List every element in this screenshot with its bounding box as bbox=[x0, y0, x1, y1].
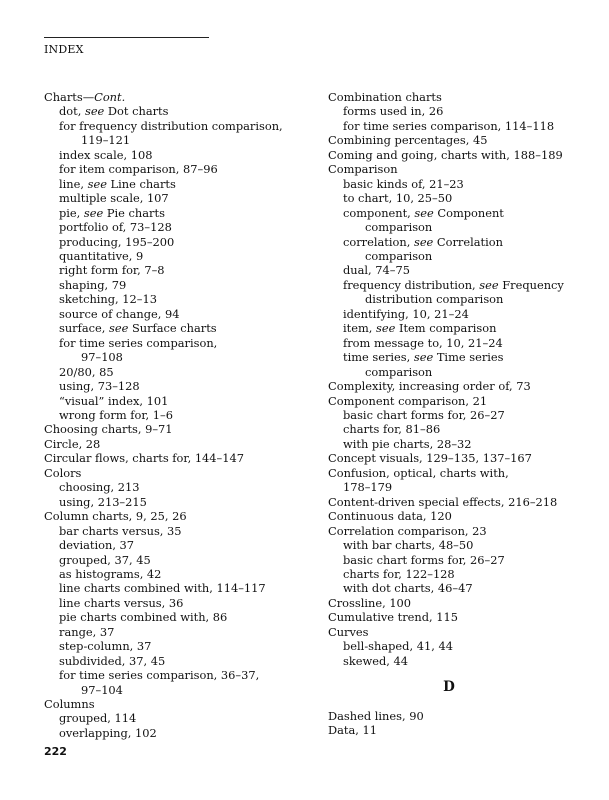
entry-text: portfolio of, 73–128 bbox=[59, 220, 172, 235]
entry-italic: see bbox=[83, 205, 104, 220]
index-subentry bbox=[328, 307, 588, 321]
entry-text: Circular flows, charts for, 144–147 bbox=[44, 451, 244, 466]
entry-text: Correlation comparison, 23 bbox=[328, 523, 487, 538]
index-entry bbox=[328, 625, 588, 639]
entry-text: with dot charts, 46–47 bbox=[343, 581, 473, 596]
entry-text: identifying, 10, 21–24 bbox=[343, 306, 469, 321]
entry-text: Circle, 28 bbox=[44, 436, 101, 451]
index-subentry bbox=[44, 104, 304, 118]
entry-text: Dashed lines, 90 bbox=[328, 708, 424, 723]
entry-text: Charts— bbox=[44, 90, 95, 104]
entry-text: Component comparison, 21 bbox=[328, 393, 488, 408]
entry-text: basic chart forms for, 26–27 bbox=[343, 407, 505, 422]
index-subentry bbox=[328, 220, 588, 234]
entry-reference: Line charts bbox=[106, 176, 176, 191]
entry-text: Colors bbox=[44, 465, 82, 480]
index-entry bbox=[328, 90, 588, 104]
entry-reference: Pie charts bbox=[103, 205, 165, 220]
index-subentry bbox=[44, 148, 304, 162]
index-subentry bbox=[44, 321, 304, 335]
entry-text: basic kinds of, 21–23 bbox=[343, 176, 464, 191]
entry-text: correlation, bbox=[343, 234, 414, 249]
entry-text: step-column, 37 bbox=[59, 639, 152, 654]
index-entry bbox=[44, 90, 304, 104]
index-entry bbox=[44, 466, 304, 480]
index-entry bbox=[328, 162, 588, 176]
entry-italic: see bbox=[479, 277, 499, 292]
entry-text: surface, bbox=[59, 321, 109, 336]
index-subentry bbox=[44, 625, 304, 639]
entry-italic: Cont. bbox=[94, 90, 126, 104]
index-subentry bbox=[44, 365, 304, 379]
index-subentry bbox=[44, 263, 304, 277]
index-subentry bbox=[44, 191, 304, 205]
index-subentry bbox=[328, 437, 588, 451]
index-subentry bbox=[328, 249, 588, 263]
entry-italic: see bbox=[109, 321, 129, 336]
entry-text: index scale, 108 bbox=[59, 147, 153, 162]
entry-text: grouped, 37, 45 bbox=[59, 552, 151, 567]
index-subentry bbox=[328, 263, 588, 277]
entry-text: Curves bbox=[328, 624, 369, 639]
entry-text: pie, bbox=[59, 205, 84, 220]
entry-text: 97–104 bbox=[81, 682, 123, 697]
entry-text: Coming and going, charts with, 188–189 bbox=[328, 147, 563, 162]
entry-reference: Component bbox=[433, 205, 504, 220]
entry-text: “visual” index, 101 bbox=[59, 393, 169, 408]
index-subentry bbox=[44, 711, 304, 725]
entry-text: source of change, 94 bbox=[59, 306, 180, 321]
index-subentry bbox=[328, 422, 588, 436]
index-subentry bbox=[328, 365, 588, 379]
index-entry bbox=[328, 610, 588, 624]
index-subentry bbox=[328, 206, 588, 220]
entry-text: bell-shaped, 41, 44 bbox=[343, 639, 453, 654]
entry-text: for frequency distribution comparison, bbox=[59, 118, 283, 133]
entry-reference: Time series bbox=[433, 350, 504, 365]
entry-text: line, bbox=[59, 176, 88, 191]
entry-text: frequency distribution, bbox=[343, 277, 480, 292]
index-subentry bbox=[44, 683, 304, 697]
entry-text: for time series comparison, 114–118 bbox=[343, 118, 555, 133]
index-subentry bbox=[328, 553, 588, 567]
entry-text: charts for, 122–128 bbox=[343, 566, 455, 581]
index-subentry bbox=[44, 379, 304, 393]
index-subentry bbox=[328, 119, 588, 133]
index-subentry bbox=[44, 162, 304, 176]
index-subentry bbox=[44, 726, 304, 740]
index-subentry bbox=[44, 610, 304, 624]
index-subentry bbox=[44, 133, 304, 147]
entry-text: Data, 11 bbox=[328, 723, 378, 738]
entry-reference: Item comparison bbox=[395, 321, 497, 336]
index-subentry bbox=[44, 307, 304, 321]
entry-text: grouped, 114 bbox=[59, 711, 137, 726]
index-entry bbox=[44, 437, 304, 451]
index-subentry bbox=[328, 567, 588, 581]
index-subentry bbox=[44, 668, 304, 682]
index-subentry bbox=[328, 538, 588, 552]
index-subentry bbox=[44, 524, 304, 538]
index-subentry bbox=[44, 581, 304, 595]
index-subentry bbox=[44, 553, 304, 567]
entry-text: distribution comparison bbox=[365, 292, 504, 307]
index-entry bbox=[328, 379, 588, 393]
index-entry bbox=[328, 723, 588, 737]
index-subentry bbox=[44, 350, 304, 364]
entry-text: dot, bbox=[59, 104, 85, 119]
entry-text: Crossline, 100 bbox=[328, 595, 412, 610]
entry-italic: see bbox=[87, 176, 107, 191]
index-subentry bbox=[328, 639, 588, 653]
entry-reference: Dot charts bbox=[104, 104, 169, 119]
index-subentry bbox=[328, 104, 588, 118]
entry-text: skewed, 44 bbox=[343, 653, 409, 668]
entry-text: multiple scale, 107 bbox=[59, 191, 169, 206]
index-subentry bbox=[44, 596, 304, 610]
entry-text: comparison bbox=[365, 248, 433, 263]
entry-text: using, 73–128 bbox=[59, 379, 140, 394]
index-column-left bbox=[44, 90, 304, 740]
entry-text: Comparison bbox=[328, 162, 398, 177]
index-subentry bbox=[44, 394, 304, 408]
entry-text: Confusion, optical, charts with, bbox=[328, 465, 509, 480]
entry-text: Complexity, increasing order of, 73 bbox=[328, 379, 531, 394]
entry-text: for time series comparison, 36–37, bbox=[59, 668, 260, 683]
entry-text: right form for, 7–8 bbox=[59, 263, 165, 278]
entry-italic: see bbox=[414, 205, 434, 220]
entry-text: with bar charts, 48–50 bbox=[343, 538, 474, 553]
index-subentry bbox=[328, 480, 588, 494]
index-subentry bbox=[44, 538, 304, 552]
index-subentry bbox=[328, 654, 588, 668]
entry-text: item, bbox=[343, 321, 377, 336]
entry-text: component, bbox=[343, 205, 415, 220]
entry-text: dual, 74–75 bbox=[343, 263, 410, 278]
running-header: INDEX bbox=[44, 43, 84, 56]
section-letter: D bbox=[443, 679, 455, 696]
index-entry bbox=[328, 133, 588, 147]
entry-text: 119–121 bbox=[81, 133, 131, 148]
index-subentry bbox=[44, 292, 304, 306]
entry-text: basic chart forms for, 26–27 bbox=[343, 552, 505, 567]
entry-italic: see bbox=[84, 104, 105, 119]
entry-reference: Correlation bbox=[433, 234, 503, 249]
index-subentry bbox=[44, 639, 304, 653]
entry-text: Continuous data, 120 bbox=[328, 509, 452, 524]
entry-text: 20/80, 85 bbox=[59, 364, 114, 379]
entry-text: choosing, 213 bbox=[59, 480, 140, 495]
index-entry bbox=[328, 148, 588, 162]
entry-text: overlapping, 102 bbox=[59, 725, 157, 740]
index-subentry bbox=[44, 278, 304, 292]
index-subentry bbox=[328, 292, 588, 306]
entry-text: as histograms, 42 bbox=[59, 566, 162, 581]
entry-text: charts for, 81–86 bbox=[343, 422, 441, 437]
entry-text: for time series comparison, bbox=[59, 335, 218, 350]
index-subentry bbox=[328, 278, 588, 292]
entry-text: Content-driven special effects, 216–218 bbox=[328, 494, 558, 509]
entry-italic: see bbox=[413, 350, 434, 365]
index-entry bbox=[44, 697, 304, 711]
index-entry bbox=[328, 394, 588, 408]
index-subentry bbox=[44, 654, 304, 668]
index-entry bbox=[328, 709, 588, 723]
entry-text: Column charts, 9, 25, 26 bbox=[44, 509, 187, 524]
index-subentry bbox=[328, 321, 588, 335]
entry-text: range, 37 bbox=[59, 624, 115, 639]
index-subentry bbox=[44, 177, 304, 191]
entry-text: Combination charts bbox=[328, 90, 442, 104]
entry-italic: see bbox=[376, 321, 396, 336]
entry-italic: see bbox=[413, 234, 434, 249]
index-subentry bbox=[328, 350, 588, 364]
entry-text: from message to, 10, 21–24 bbox=[343, 335, 503, 350]
entry-text: to chart, 10, 25–50 bbox=[343, 191, 453, 206]
entry-text: line charts combined with, 114–117 bbox=[59, 581, 266, 596]
index-entry bbox=[328, 451, 588, 465]
index-subentry bbox=[44, 249, 304, 263]
index-subentry bbox=[328, 191, 588, 205]
index-subentry bbox=[328, 581, 588, 595]
entry-text: quantitative, 9 bbox=[59, 248, 144, 263]
header-rule bbox=[44, 37, 209, 38]
page-number: 222 bbox=[44, 745, 67, 758]
entry-text: line charts versus, 36 bbox=[59, 595, 184, 610]
index-entry bbox=[328, 596, 588, 610]
index-entry bbox=[44, 422, 304, 436]
entry-text: using, 213–215 bbox=[59, 494, 147, 509]
entry-text: Concept visuals, 129–135, 137–167 bbox=[328, 451, 532, 466]
entry-text: time series, bbox=[343, 350, 414, 365]
entry-reference: Frequency bbox=[498, 277, 564, 292]
entry-text: for item comparison, 87–96 bbox=[59, 162, 218, 177]
entry-text: subdivided, 37, 45 bbox=[59, 653, 166, 668]
entry-text: forms used in, 26 bbox=[343, 104, 444, 119]
entry-text: shaping, 79 bbox=[59, 277, 127, 292]
entry-text: wrong form for, 1–6 bbox=[59, 407, 173, 422]
index-entry bbox=[44, 509, 304, 523]
entry-text: Combining percentages, 45 bbox=[328, 133, 488, 148]
entry-text: comparison bbox=[365, 364, 433, 379]
entry-text: deviation, 37 bbox=[59, 538, 135, 553]
index-subentry bbox=[328, 336, 588, 350]
entry-text: bar charts versus, 35 bbox=[59, 523, 182, 538]
entry-text: producing, 195–200 bbox=[59, 234, 175, 249]
index-subentry bbox=[328, 235, 588, 249]
index-subentry bbox=[44, 119, 304, 133]
entry-text: Columns bbox=[44, 697, 95, 712]
index-entry bbox=[328, 509, 588, 523]
index-subentry bbox=[44, 235, 304, 249]
index-subentry bbox=[44, 206, 304, 220]
index-entry bbox=[44, 451, 304, 465]
index-column-right bbox=[328, 90, 588, 737]
entry-text: Choosing charts, 9–71 bbox=[44, 422, 173, 437]
index-subentry bbox=[328, 177, 588, 191]
entry-text: 178–179 bbox=[343, 480, 393, 495]
index-entry bbox=[328, 524, 588, 538]
index-subentry bbox=[328, 408, 588, 422]
entry-text: Cumulative trend, 115 bbox=[328, 610, 459, 625]
entry-reference: Surface charts bbox=[128, 321, 217, 336]
entry-text: pie charts combined with, 86 bbox=[59, 610, 228, 625]
index-subentry bbox=[44, 220, 304, 234]
index-subentry bbox=[44, 567, 304, 581]
entry-text: comparison bbox=[365, 220, 433, 235]
index-entry bbox=[328, 466, 588, 480]
index-subentry bbox=[44, 336, 304, 350]
index-entry bbox=[328, 495, 588, 509]
index-subentry bbox=[44, 495, 304, 509]
entry-text: sketching, 12–13 bbox=[59, 292, 157, 307]
entry-text: 97–108 bbox=[81, 350, 123, 365]
index-subentry bbox=[44, 408, 304, 422]
index-subentry bbox=[44, 480, 304, 494]
entry-text: with pie charts, 28–32 bbox=[343, 436, 472, 451]
